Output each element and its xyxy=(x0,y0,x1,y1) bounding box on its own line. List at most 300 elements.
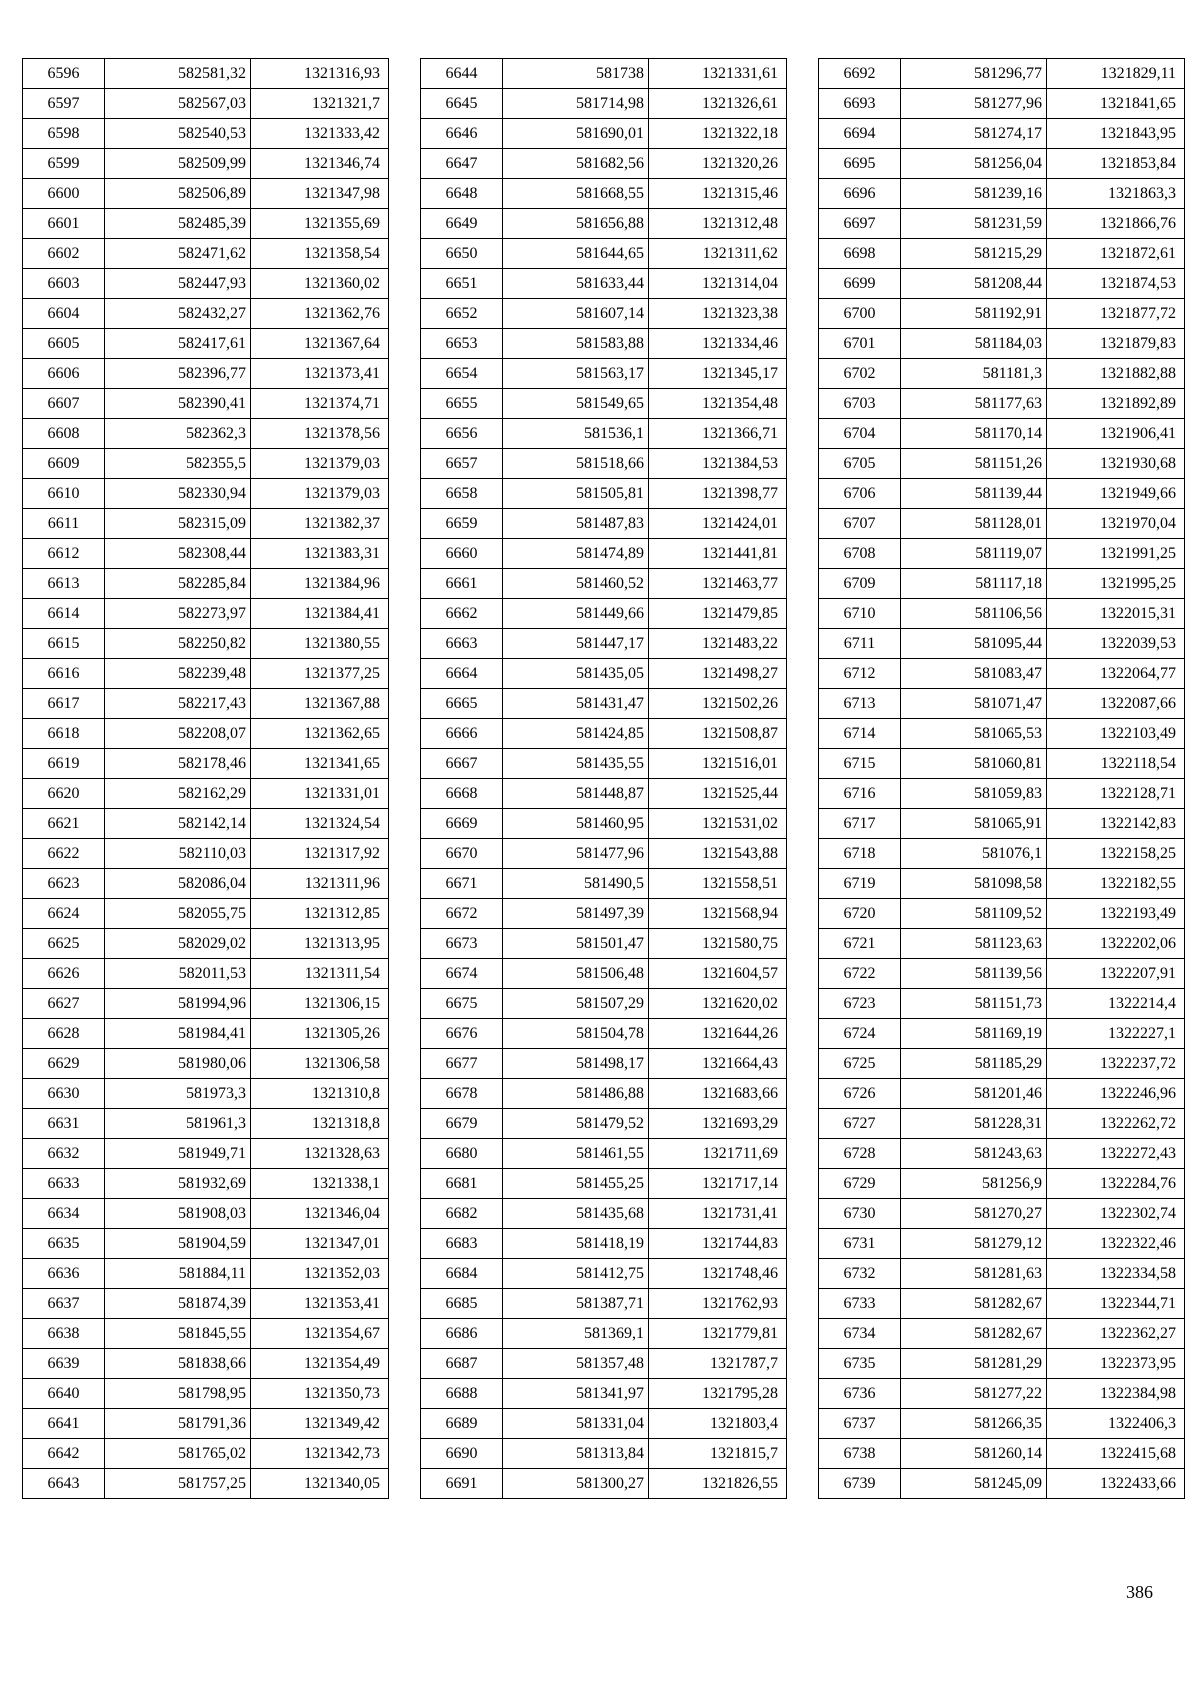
x-coordinate-cell: 581098,58 xyxy=(901,869,1047,899)
x-coordinate-cell: 581668,55 xyxy=(503,179,649,209)
point-number-cell: 6680 xyxy=(421,1139,503,1169)
x-coordinate-cell: 581277,22 xyxy=(901,1379,1047,1409)
table-row xyxy=(23,1439,389,1469)
y-coordinate-cell: 1321382,37 xyxy=(251,509,389,539)
point-number-cell: 6671 xyxy=(421,869,503,899)
table-row xyxy=(23,629,389,659)
x-coordinate-cell: 582390,41 xyxy=(105,389,251,419)
table-row xyxy=(819,1409,1185,1439)
x-coordinate-cell: 581690,01 xyxy=(503,119,649,149)
x-coordinate-cell: 581139,56 xyxy=(901,959,1047,989)
x-coordinate-cell: 581498,17 xyxy=(503,1049,649,1079)
point-number-cell: 6735 xyxy=(819,1349,901,1379)
x-coordinate-cell: 581117,18 xyxy=(901,569,1047,599)
x-coordinate-cell: 581169,19 xyxy=(901,1019,1047,1049)
table-row xyxy=(23,1319,389,1349)
point-number-cell: 6709 xyxy=(819,569,901,599)
point-number-cell: 6626 xyxy=(23,959,105,989)
y-coordinate-cell: 1321380,55 xyxy=(251,629,389,659)
y-coordinate-cell: 1322202,06 xyxy=(1047,929,1185,959)
x-coordinate-cell: 581109,52 xyxy=(901,899,1047,929)
point-number-cell: 6647 xyxy=(421,149,503,179)
x-coordinate-cell: 581518,66 xyxy=(503,449,649,479)
point-number-cell: 6614 xyxy=(23,599,105,629)
y-coordinate-cell: 1321516,01 xyxy=(649,749,787,779)
x-coordinate-cell: 581170,14 xyxy=(901,419,1047,449)
y-coordinate-cell: 1321525,44 xyxy=(649,779,787,809)
y-coordinate-cell: 1321717,14 xyxy=(649,1169,787,1199)
table-row xyxy=(819,119,1185,149)
point-number-cell: 6661 xyxy=(421,569,503,599)
y-coordinate-cell: 1321383,31 xyxy=(251,539,389,569)
table-row xyxy=(819,1469,1185,1499)
y-coordinate-cell: 1321479,85 xyxy=(649,599,787,629)
table-row xyxy=(421,1229,787,1259)
table-row xyxy=(421,899,787,929)
x-coordinate-cell: 581177,63 xyxy=(901,389,1047,419)
y-coordinate-cell: 1321321,7 xyxy=(251,89,389,119)
point-number-cell: 6609 xyxy=(23,449,105,479)
x-coordinate-cell: 581583,88 xyxy=(503,329,649,359)
y-coordinate-cell: 1321358,54 xyxy=(251,239,389,269)
point-number-cell: 6672 xyxy=(421,899,503,929)
y-coordinate-cell: 1321354,48 xyxy=(649,389,787,419)
y-coordinate-cell: 1321333,42 xyxy=(251,119,389,149)
point-number-cell: 6689 xyxy=(421,1409,503,1439)
y-coordinate-cell: 1321316,93 xyxy=(251,59,389,89)
x-coordinate-cell: 582110,03 xyxy=(105,839,251,869)
y-coordinate-cell: 1321829,11 xyxy=(1047,59,1185,89)
table-row xyxy=(23,989,389,1019)
y-coordinate-cell: 1322039,53 xyxy=(1047,629,1185,659)
y-coordinate-cell: 1321568,94 xyxy=(649,899,787,929)
table-row xyxy=(421,209,787,239)
x-coordinate-cell: 582086,04 xyxy=(105,869,251,899)
x-coordinate-cell: 581201,46 xyxy=(901,1079,1047,1109)
point-number-cell: 6606 xyxy=(23,359,105,389)
table-row xyxy=(819,749,1185,779)
table-row xyxy=(819,269,1185,299)
x-coordinate-cell: 581065,53 xyxy=(901,719,1047,749)
point-number-cell: 6611 xyxy=(23,509,105,539)
point-number-cell: 6648 xyxy=(421,179,503,209)
x-coordinate-cell: 581282,67 xyxy=(901,1289,1047,1319)
y-coordinate-cell: 1321949,66 xyxy=(1047,479,1185,509)
y-coordinate-cell: 1322103,49 xyxy=(1047,719,1185,749)
point-number-cell: 6660 xyxy=(421,539,503,569)
x-coordinate-cell: 581095,44 xyxy=(901,629,1047,659)
point-number-cell: 6628 xyxy=(23,1019,105,1049)
table-row xyxy=(421,1169,787,1199)
coordinates-table-2 xyxy=(420,58,787,1499)
x-coordinate-cell: 581060,81 xyxy=(901,749,1047,779)
point-number-cell: 6716 xyxy=(819,779,901,809)
point-number-cell: 6683 xyxy=(421,1229,503,1259)
y-coordinate-cell: 1322373,95 xyxy=(1047,1349,1185,1379)
table-row xyxy=(421,449,787,479)
x-coordinate-cell: 581490,5 xyxy=(503,869,649,899)
y-coordinate-cell: 1321317,92 xyxy=(251,839,389,869)
point-number-cell: 6682 xyxy=(421,1199,503,1229)
table-row xyxy=(819,1379,1185,1409)
y-coordinate-cell: 1321312,48 xyxy=(649,209,787,239)
y-coordinate-cell: 1322015,31 xyxy=(1047,599,1185,629)
y-coordinate-cell: 1322322,46 xyxy=(1047,1229,1185,1259)
y-coordinate-cell: 1321995,25 xyxy=(1047,569,1185,599)
y-coordinate-cell: 1322214,4 xyxy=(1047,989,1185,1019)
x-coordinate-cell: 581791,36 xyxy=(105,1409,251,1439)
table-row xyxy=(23,389,389,419)
y-coordinate-cell: 1321644,26 xyxy=(649,1019,787,1049)
x-coordinate-cell: 581228,31 xyxy=(901,1109,1047,1139)
table-row xyxy=(23,599,389,629)
x-coordinate-cell: 581341,97 xyxy=(503,1379,649,1409)
table-row xyxy=(23,419,389,449)
table-row xyxy=(23,149,389,179)
y-coordinate-cell: 1321882,88 xyxy=(1047,359,1185,389)
y-coordinate-cell: 1321345,17 xyxy=(649,359,787,389)
y-coordinate-cell: 1321320,26 xyxy=(649,149,787,179)
x-coordinate-cell: 581455,25 xyxy=(503,1169,649,1199)
table-row xyxy=(819,599,1185,629)
y-coordinate-cell: 1321326,61 xyxy=(649,89,787,119)
point-number-cell: 6640 xyxy=(23,1379,105,1409)
y-coordinate-cell: 1321483,22 xyxy=(649,629,787,659)
table-row xyxy=(421,119,787,149)
y-coordinate-cell: 1321498,27 xyxy=(649,659,787,689)
y-coordinate-cell: 1322415,68 xyxy=(1047,1439,1185,1469)
point-number-cell: 6605 xyxy=(23,329,105,359)
x-coordinate-cell: 581461,55 xyxy=(503,1139,649,1169)
table-row xyxy=(819,809,1185,839)
y-coordinate-cell: 1321311,54 xyxy=(251,959,389,989)
point-number-cell: 6673 xyxy=(421,929,503,959)
point-number-cell: 6686 xyxy=(421,1319,503,1349)
x-coordinate-cell: 582567,03 xyxy=(105,89,251,119)
point-number-cell: 6636 xyxy=(23,1259,105,1289)
coordinates-table-1 xyxy=(22,58,389,1499)
y-coordinate-cell: 1321866,76 xyxy=(1047,209,1185,239)
y-coordinate-cell: 1321803,4 xyxy=(649,1409,787,1439)
y-coordinate-cell: 1321328,63 xyxy=(251,1139,389,1169)
point-number-cell: 6712 xyxy=(819,659,901,689)
table-row xyxy=(421,659,787,689)
point-number-cell: 6669 xyxy=(421,809,503,839)
table-row xyxy=(421,329,787,359)
x-coordinate-cell: 581448,87 xyxy=(503,779,649,809)
x-coordinate-cell: 582308,44 xyxy=(105,539,251,569)
y-coordinate-cell: 1321315,46 xyxy=(649,179,787,209)
x-coordinate-cell: 581243,63 xyxy=(901,1139,1047,1169)
table-row xyxy=(23,689,389,719)
point-number-cell: 6624 xyxy=(23,899,105,929)
x-coordinate-cell: 582581,32 xyxy=(105,59,251,89)
table-row xyxy=(421,359,787,389)
y-coordinate-cell: 1321353,41 xyxy=(251,1289,389,1319)
y-coordinate-cell: 1322334,58 xyxy=(1047,1259,1185,1289)
table-row xyxy=(421,1349,787,1379)
point-number-cell: 6638 xyxy=(23,1319,105,1349)
table-row xyxy=(421,1289,787,1319)
point-number-cell: 6681 xyxy=(421,1169,503,1199)
table-row xyxy=(23,1079,389,1109)
point-number-cell: 6717 xyxy=(819,809,901,839)
point-number-cell: 6696 xyxy=(819,179,901,209)
y-coordinate-cell: 1321815,7 xyxy=(649,1439,787,1469)
y-coordinate-cell: 1322142,83 xyxy=(1047,809,1185,839)
y-coordinate-cell: 1321305,26 xyxy=(251,1019,389,1049)
x-coordinate-cell: 582417,61 xyxy=(105,329,251,359)
x-coordinate-cell: 581479,52 xyxy=(503,1109,649,1139)
point-number-cell: 6667 xyxy=(421,749,503,779)
x-coordinate-cell: 582355,5 xyxy=(105,449,251,479)
point-number-cell: 6693 xyxy=(819,89,901,119)
point-number-cell: 6651 xyxy=(421,269,503,299)
table-row xyxy=(819,329,1185,359)
table-row xyxy=(421,419,787,449)
table-row xyxy=(23,809,389,839)
x-coordinate-cell: 581504,78 xyxy=(503,1019,649,1049)
x-coordinate-cell: 582162,29 xyxy=(105,779,251,809)
point-number-cell: 6616 xyxy=(23,659,105,689)
point-number-cell: 6657 xyxy=(421,449,503,479)
y-coordinate-cell: 1321424,01 xyxy=(649,509,787,539)
point-number-cell: 6649 xyxy=(421,209,503,239)
point-number-cell: 6685 xyxy=(421,1289,503,1319)
point-number-cell: 6597 xyxy=(23,89,105,119)
point-number-cell: 6729 xyxy=(819,1169,901,1199)
point-number-cell: 6725 xyxy=(819,1049,901,1079)
table-row xyxy=(421,1259,787,1289)
x-coordinate-cell: 581071,47 xyxy=(901,689,1047,719)
point-number-cell: 6724 xyxy=(819,1019,901,1049)
y-coordinate-cell: 1321744,83 xyxy=(649,1229,787,1259)
table-row xyxy=(819,89,1185,119)
point-number-cell: 6678 xyxy=(421,1079,503,1109)
x-coordinate-cell: 581644,65 xyxy=(503,239,649,269)
y-coordinate-cell: 1321892,89 xyxy=(1047,389,1185,419)
point-number-cell: 6618 xyxy=(23,719,105,749)
y-coordinate-cell: 1321379,03 xyxy=(251,449,389,479)
x-coordinate-cell: 581798,95 xyxy=(105,1379,251,1409)
point-number-cell: 6721 xyxy=(819,929,901,959)
x-coordinate-cell: 581274,17 xyxy=(901,119,1047,149)
table-row xyxy=(421,569,787,599)
table-row xyxy=(819,359,1185,389)
table-row xyxy=(23,239,389,269)
point-number-cell: 6711 xyxy=(819,629,901,659)
point-number-cell: 6698 xyxy=(819,239,901,269)
table-row xyxy=(421,1439,787,1469)
x-coordinate-cell: 581549,65 xyxy=(503,389,649,419)
point-number-cell: 6720 xyxy=(819,899,901,929)
table-row xyxy=(421,1379,787,1409)
table-row xyxy=(421,1049,787,1079)
x-coordinate-cell: 581497,39 xyxy=(503,899,649,929)
table-row xyxy=(23,929,389,959)
y-coordinate-cell: 1321664,43 xyxy=(649,1049,787,1079)
point-number-cell: 6639 xyxy=(23,1349,105,1379)
y-coordinate-cell: 1322087,66 xyxy=(1047,689,1185,719)
x-coordinate-cell: 581119,07 xyxy=(901,539,1047,569)
table-row xyxy=(421,389,787,419)
x-coordinate-cell: 581313,84 xyxy=(503,1439,649,1469)
point-number-cell: 6631 xyxy=(23,1109,105,1139)
x-coordinate-cell: 582273,97 xyxy=(105,599,251,629)
table-row xyxy=(23,1049,389,1079)
table-row xyxy=(23,1139,389,1169)
x-coordinate-cell: 582485,39 xyxy=(105,209,251,239)
y-coordinate-cell: 1321384,96 xyxy=(251,569,389,599)
point-number-cell: 6715 xyxy=(819,749,901,779)
point-number-cell: 6599 xyxy=(23,149,105,179)
table-row xyxy=(421,239,787,269)
table-row xyxy=(421,1019,787,1049)
y-coordinate-cell: 1322118,54 xyxy=(1047,749,1185,779)
y-coordinate-cell: 1321355,69 xyxy=(251,209,389,239)
y-coordinate-cell: 1322246,96 xyxy=(1047,1079,1185,1109)
y-coordinate-cell: 1321367,88 xyxy=(251,689,389,719)
table-row xyxy=(421,1079,787,1109)
table-row xyxy=(819,449,1185,479)
point-number-cell: 6723 xyxy=(819,989,901,1019)
y-coordinate-cell: 1322302,74 xyxy=(1047,1199,1185,1229)
x-coordinate-cell: 581296,77 xyxy=(901,59,1047,89)
x-coordinate-cell: 581682,56 xyxy=(503,149,649,179)
table-row xyxy=(421,1409,787,1439)
point-number-cell: 6645 xyxy=(421,89,503,119)
y-coordinate-cell: 1321340,05 xyxy=(251,1469,389,1499)
y-coordinate-cell: 1321377,25 xyxy=(251,659,389,689)
x-coordinate-cell: 581435,68 xyxy=(503,1199,649,1229)
point-number-cell: 6702 xyxy=(819,359,901,389)
table-row xyxy=(23,1199,389,1229)
point-number-cell: 6718 xyxy=(819,839,901,869)
point-number-cell: 6601 xyxy=(23,209,105,239)
x-coordinate-cell: 581447,17 xyxy=(503,629,649,659)
point-number-cell: 6613 xyxy=(23,569,105,599)
x-coordinate-cell: 581949,71 xyxy=(105,1139,251,1169)
table-row xyxy=(421,839,787,869)
table-row xyxy=(819,839,1185,869)
table-row xyxy=(421,59,787,89)
x-coordinate-cell: 581874,39 xyxy=(105,1289,251,1319)
x-coordinate-cell: 581904,59 xyxy=(105,1229,251,1259)
point-number-cell: 6692 xyxy=(819,59,901,89)
point-number-cell: 6619 xyxy=(23,749,105,779)
point-number-cell: 6653 xyxy=(421,329,503,359)
y-coordinate-cell: 1321378,56 xyxy=(251,419,389,449)
x-coordinate-cell: 582506,89 xyxy=(105,179,251,209)
y-coordinate-cell: 1321311,62 xyxy=(649,239,787,269)
table-row xyxy=(421,689,787,719)
y-coordinate-cell: 1321683,66 xyxy=(649,1079,787,1109)
y-coordinate-cell: 1321863,3 xyxy=(1047,179,1185,209)
table-row xyxy=(23,1469,389,1499)
table-row xyxy=(819,1349,1185,1379)
x-coordinate-cell: 581231,59 xyxy=(901,209,1047,239)
table-row xyxy=(819,1139,1185,1169)
x-coordinate-cell: 581607,14 xyxy=(503,299,649,329)
x-coordinate-cell: 581215,29 xyxy=(901,239,1047,269)
table-row xyxy=(819,419,1185,449)
x-coordinate-cell: 581282,67 xyxy=(901,1319,1047,1349)
table-row xyxy=(23,959,389,989)
table-row xyxy=(819,1019,1185,1049)
point-number-cell: 6625 xyxy=(23,929,105,959)
y-coordinate-cell: 1321338,1 xyxy=(251,1169,389,1199)
x-coordinate-cell: 582396,77 xyxy=(105,359,251,389)
y-coordinate-cell: 1321310,8 xyxy=(251,1079,389,1109)
y-coordinate-cell: 1321362,76 xyxy=(251,299,389,329)
point-number-cell: 6655 xyxy=(421,389,503,419)
y-coordinate-cell: 1321441,81 xyxy=(649,539,787,569)
table-row xyxy=(819,929,1185,959)
y-coordinate-cell: 1321373,41 xyxy=(251,359,389,389)
table-row xyxy=(819,1109,1185,1139)
table-row xyxy=(23,329,389,359)
point-number-cell: 6713 xyxy=(819,689,901,719)
x-coordinate-cell: 582217,43 xyxy=(105,689,251,719)
point-number-cell: 6728 xyxy=(819,1139,901,1169)
point-number-cell: 6596 xyxy=(23,59,105,89)
y-coordinate-cell: 1321580,75 xyxy=(649,929,787,959)
table-row xyxy=(819,719,1185,749)
point-number-cell: 6707 xyxy=(819,509,901,539)
table-row xyxy=(23,89,389,119)
table-row xyxy=(819,629,1185,659)
x-coordinate-cell: 581281,63 xyxy=(901,1259,1047,1289)
point-number-cell: 6703 xyxy=(819,389,901,419)
x-coordinate-cell: 581139,44 xyxy=(901,479,1047,509)
point-number-cell: 6726 xyxy=(819,1079,901,1109)
x-coordinate-cell: 581714,98 xyxy=(503,89,649,119)
point-number-cell: 6654 xyxy=(421,359,503,389)
x-coordinate-cell: 582362,3 xyxy=(105,419,251,449)
x-coordinate-cell: 581357,48 xyxy=(503,1349,649,1379)
y-coordinate-cell: 1321341,65 xyxy=(251,749,389,779)
x-coordinate-cell: 581656,88 xyxy=(503,209,649,239)
y-coordinate-cell: 1322207,91 xyxy=(1047,959,1185,989)
y-coordinate-cell: 1321342,73 xyxy=(251,1439,389,1469)
table-row xyxy=(421,179,787,209)
y-coordinate-cell: 1321384,53 xyxy=(649,449,787,479)
point-number-cell: 6664 xyxy=(421,659,503,689)
y-coordinate-cell: 1321531,02 xyxy=(649,809,787,839)
point-number-cell: 6615 xyxy=(23,629,105,659)
point-number-cell: 6704 xyxy=(819,419,901,449)
x-coordinate-cell: 581908,03 xyxy=(105,1199,251,1229)
y-coordinate-cell: 1321334,46 xyxy=(649,329,787,359)
table-row xyxy=(23,359,389,389)
y-coordinate-cell: 1321331,61 xyxy=(649,59,787,89)
x-coordinate-cell: 581738 xyxy=(503,59,649,89)
x-coordinate-cell: 582447,93 xyxy=(105,269,251,299)
table-row xyxy=(421,509,787,539)
table-row xyxy=(819,299,1185,329)
point-number-cell: 6739 xyxy=(819,1469,901,1499)
table-row xyxy=(819,179,1185,209)
y-coordinate-cell: 1321508,87 xyxy=(649,719,787,749)
point-number-cell: 6643 xyxy=(23,1469,105,1499)
table-row xyxy=(23,1019,389,1049)
x-coordinate-cell: 581185,29 xyxy=(901,1049,1047,1079)
point-number-cell: 6737 xyxy=(819,1409,901,1439)
point-number-cell: 6684 xyxy=(421,1259,503,1289)
table-row xyxy=(23,1409,389,1439)
x-coordinate-cell: 581765,02 xyxy=(105,1439,251,1469)
y-coordinate-cell: 1321312,85 xyxy=(251,899,389,929)
